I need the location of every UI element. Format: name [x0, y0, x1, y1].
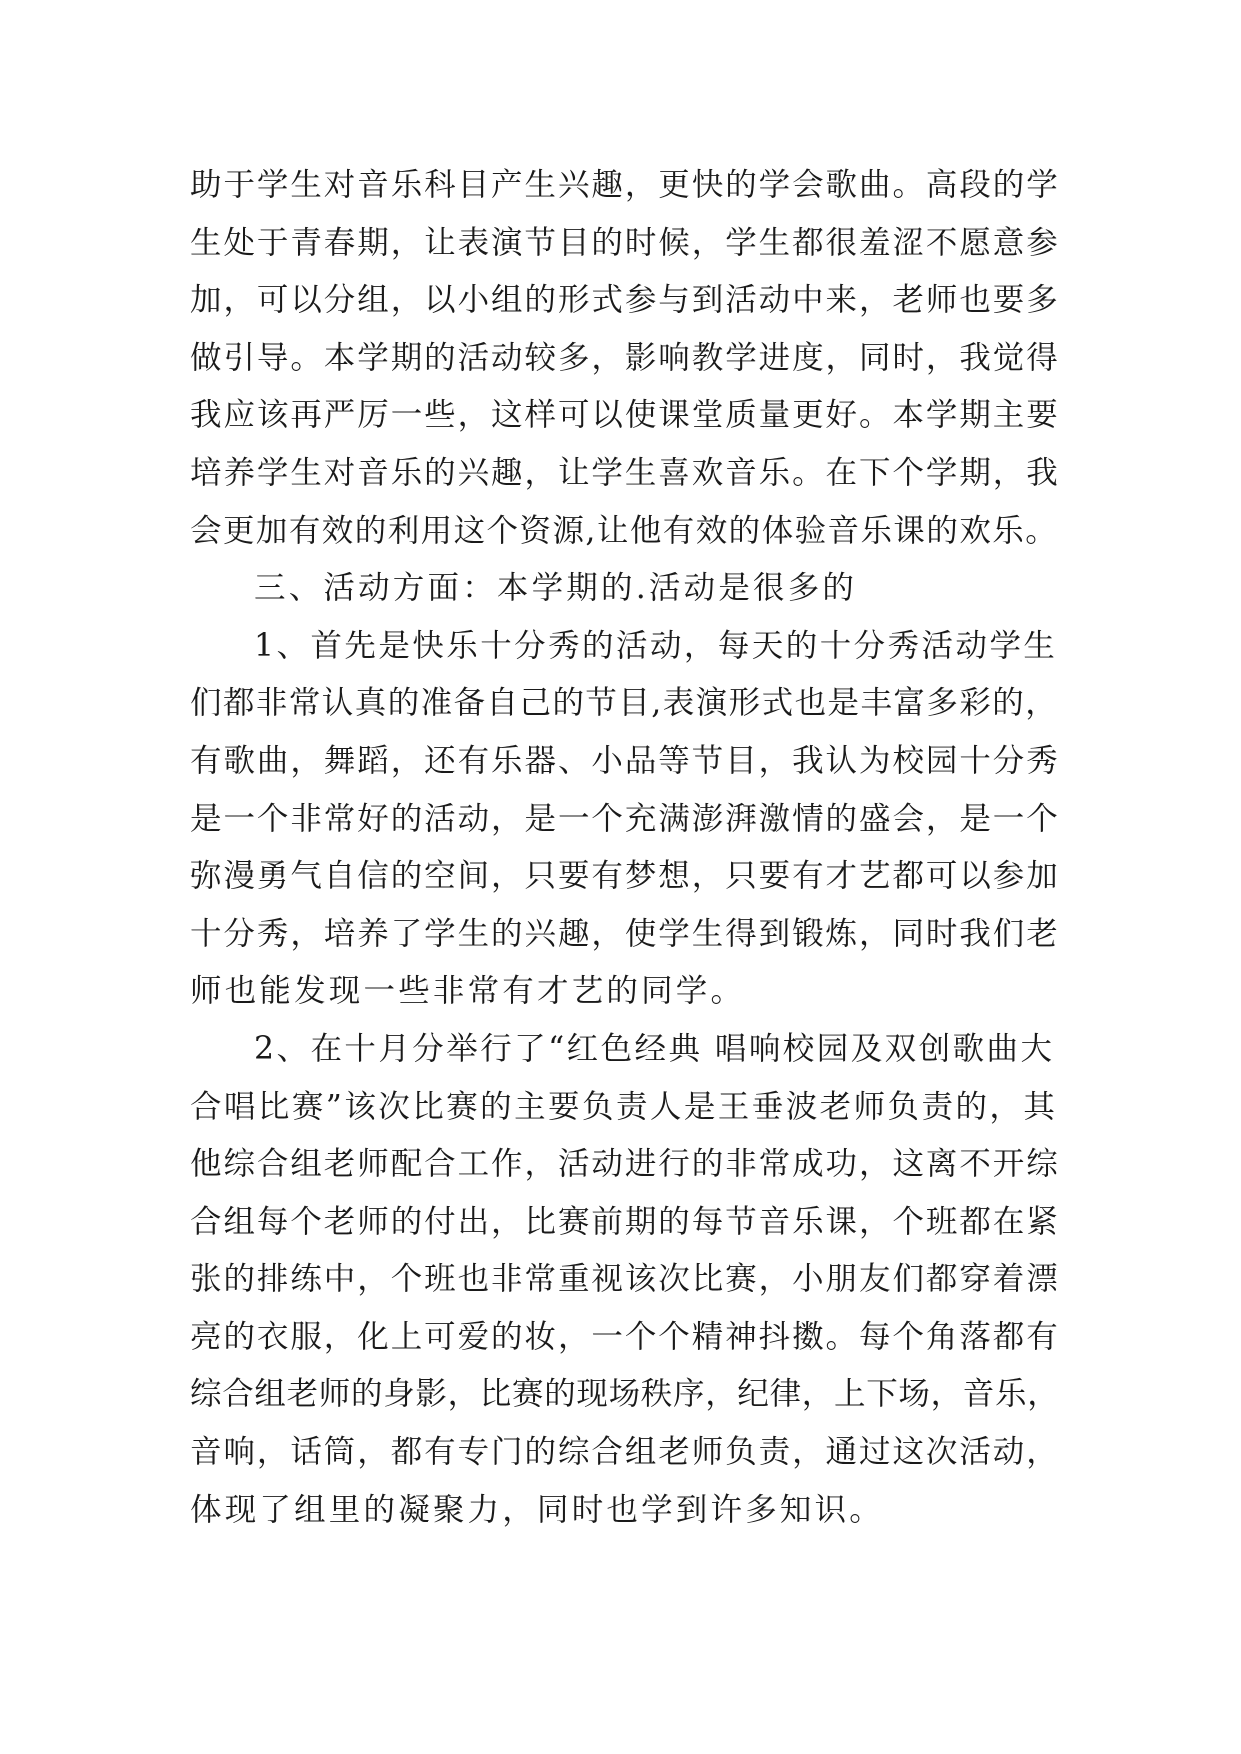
text-line: 们都非常认真的准备自己的节目,表演形式也是丰富多彩的，	[190, 685, 1059, 722]
text-line: 做引导。本学期的活动较多，影响教学进度，同时，我觉得	[190, 339, 1060, 376]
text-line: 培养学生对音乐的兴趣，让学生喜欢音乐。在下个学期，我	[190, 454, 1060, 491]
document-body	[190, 157, 1060, 1539]
text-line: 助于学生对音乐科目产生兴趣，更快的学会歌曲。高段的学	[190, 167, 1060, 203]
text-line: 合组每个老师的付出，比赛前期的每节音乐课，个班都在紧	[190, 1203, 1060, 1240]
text-line: 是一个非常好的活动，是一个充满澎湃激情的盛会，是一个	[190, 800, 1060, 837]
text-line: 会更加有效的利用这个资源,让他有效的体验音乐课的欢乐。	[190, 512, 1059, 549]
text-line: 十分秀，培养了学生的兴趣，使学生得到锻炼，同时我们老	[190, 915, 1060, 952]
text-line: 师也能发现一些非常有才艺的同学。	[190, 973, 746, 1010]
text-line: 生处于青春期，让表演节目的时候，学生都很羞涩不愿意参	[190, 224, 1060, 261]
text-line: 张的排练中，个班也非常重视该次比赛，小朋友们都穿着漂	[190, 1261, 1060, 1298]
text-line: 综合组老师的身影，比赛的现场秩序，纪律，上下场，音乐，	[190, 1376, 1060, 1413]
text-line: 加，可以分组，以小组的形式参与到活动中来，老师也要多	[190, 282, 1060, 319]
text-line: 亮的衣服，化上可爱的妆，一个个精神抖擞。每个角落都有	[190, 1318, 1060, 1355]
text-line: 音响，话筒，都有专门的综合组老师负责，通过这次活动，	[190, 1434, 1060, 1471]
section-heading: 三、活动方面：本学期的.活动是很多的	[254, 570, 858, 607]
paragraph-start: 2、在十月分举行了“红色经典 唱响校园及双创歌曲大	[254, 1030, 1055, 1067]
text-line: 弥漫勇气自信的空间，只要有梦想，只要有才艺都可以参加	[190, 858, 1060, 895]
text-line: 合唱比赛”该次比赛的主要负责人是王垂波老师负责的，其	[190, 1088, 1058, 1125]
text-line: 我应该再严厉一些，这样可以使课堂质量更好。本学期主要	[190, 397, 1060, 434]
text-line: 体现了组里的凝聚力，同时也学到许多知识。	[190, 1491, 885, 1528]
text-line: 有歌曲，舞蹈，还有乐器、小品等节目，我认为校园十分秀	[190, 742, 1060, 779]
paragraph-start: 1、首先是快乐十分秀的活动，每天的十分秀活动学生	[254, 627, 1058, 664]
text-line: 他综合组老师配合工作，活动进行的非常成功，这离不开综	[190, 1146, 1060, 1183]
